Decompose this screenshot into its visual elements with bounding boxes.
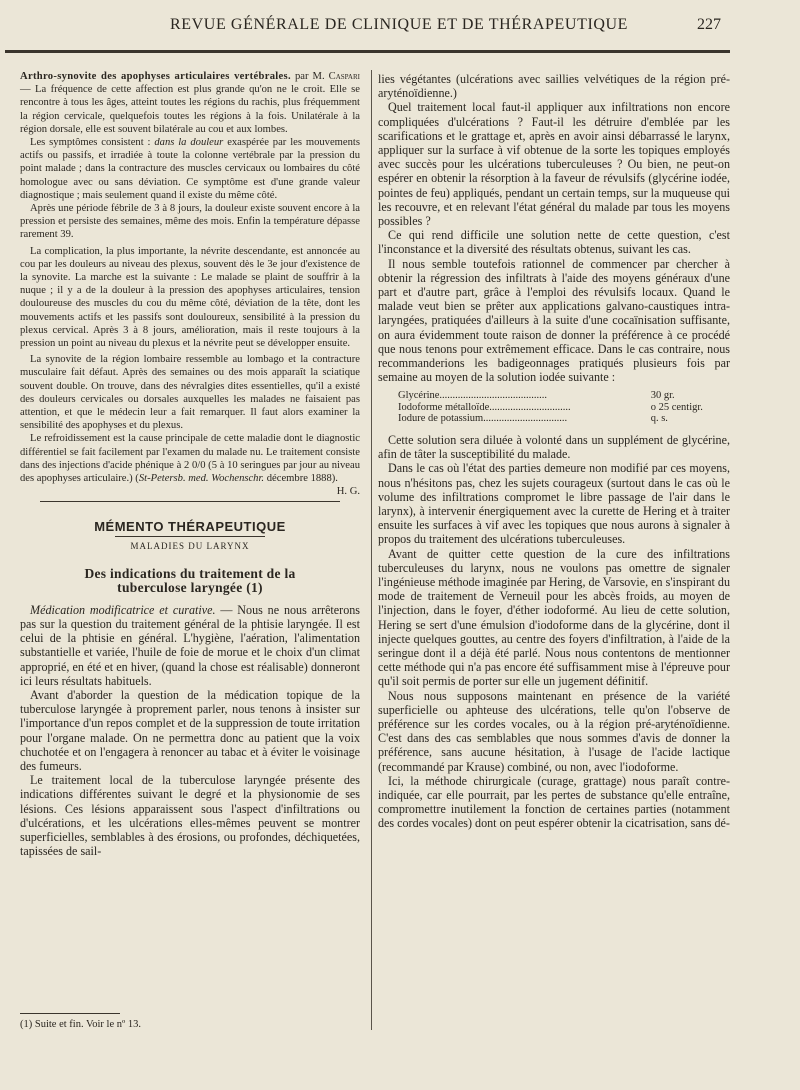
prescription-quantity: o 25 centigr. — [650, 401, 703, 413]
right-paragraph-5: Dans le cas où l'état des parties demeure non modifié par ces moyens, nous n'hésitons pas, chez les sujets courageux (surtout dans le cas où le volume des infiltrations compromet le libre passage de l'air dans le larynx), à intervenir énergiquement avec la curette de Hering et à traiter ensuite les surfaces à vif avec les topiques que nous aurons à signaler à propos du traitement des ulcérations tuberculeuses. — [378, 461, 730, 547]
right-paragraph-3: Il nous semble toutefois rationnel de commencer par chercher à obtenir la régression des infiltrats à l'aide des moyens généraux d'une part et d'autre part, grâce à l'emploi des révulsifs locaux. Quand le malade veut bien se prêter aux applications galvano-caustiques intra-laryngées, pratiquées d'ailleurs à la suite d'une cocaïnisation suffisante, on aura évidemment toute raison de donner la préférence à ce procédé que nous tenons pour extrêmement efficace. Dans le cas contraire, nous recommanderions les badigeonnages pratiqués plusieurs fois par semaine au moyen de la solution iodée suivante : — [378, 256, 730, 385]
left-body — [20, 603, 360, 859]
body-paragraph-2: Avant d'aborder la question de la médication topique de la tuberculose laryngée à proprement parler, nous tenons à insister sur l'importance d'un repos complet et de la suppression de toute irritation pour l'organe malade. On ne permettra donc au patient que la voix chuchotée et on l'engagera à renoncer au tabac et à éviter le voisinage des fumeurs. — [20, 687, 360, 773]
prescription-row — [398, 402, 730, 414]
footnote-rule — [20, 1013, 120, 1014]
memento-subtitle: MALADIES DU LARYNX — [130, 540, 250, 551]
right-paragraph-1: Quel traitement local faut-il appliquer aux infiltrations non encore compliquées d'ulcérations ? Faut-il les détruire d'emblée par les scarifications et le grattage et, après en avoir ainsi débarrassé le larynx, appliquer sur la surface à vif obtenue de la sorte les topiques employés avec succès pour les ulcérations tuberculeuses ? Ou bien, ne peut-on espérer en obtenir la résorption à la faveur de révulsifs (glycérine iodée, pointes de feu) appliqués, pendant un certain temps, sur la muqueuse qui les recouvre, et en relevant l'état général du malade par tous les moyens possibles ? — [378, 100, 730, 229]
prescription — [398, 390, 730, 425]
body-paragraph-1 — [20, 603, 360, 688]
section-title-line1: Des indications du traitement de la — [84, 565, 296, 581]
footnote: (1) Suite et fin. Voir le nº 13. — [20, 1019, 141, 1030]
arthro-author: Caspari — [328, 71, 360, 82]
left-column — [20, 70, 360, 858]
arthro-paragraph-3: La complication, la plus importante, la névrite descendante, est annoncée au cou par les douleurs au niveau des plexus, souvent dès le 3e jour d'existence de la synovite. La marche est la suivante : Le malade se plaint de souffrir à la nuque ; il y a de la douleur à la pression des apophyses articulaires, tension douloureuse des muscles du cou du même côté, déviation de la tête, dont les mouvements actifs et les passifs sont douloureux, sensibilité à la pression du plexus cervical. Après 3 à 8 jours, amélioration, mais il reste toujours à la pression un point au niveau du plexus et la névrite peut se développer ensuite. — [20, 245, 360, 350]
arthro-author-prefix: par M. — [294, 71, 325, 82]
page-header — [0, 16, 800, 40]
running-title: REVUE GÉNÉRALE DE CLINIQUE ET DE THÉRAPEUTIQUE — [170, 16, 629, 33]
arthro-symptoms-it: dans la douleur — [154, 137, 224, 149]
arthro-intro: — La fréquence de cette affection est plus grande qu'on ne le croit. Elle se rencontre à tous les âges, atteint toutes les régions du rachis, plus fréquemment la région cervicale, quelquefois toutes les régions à la fois. Unilatérale à la région dorsale, elle est souvent bilatérale au cou et aux lombes. — [20, 84, 360, 135]
header-rule — [5, 50, 730, 53]
arthro-p5-source: St-Petersb. med. Wochenschr. — [138, 473, 265, 485]
right-paragraph-0: lies végétantes (ulcérations avec saillies velvétiques de la région pré-aryténoïdienne.) — [378, 72, 730, 101]
right-paragraph-6: Avant de quitter cette question de la cure des infiltrations tuberculeuses du larynx, nous ne voulons pas omettre de signaler l'ingénieuse méthode imaginée par Hering, de Varsovie, en s'inspirant du mode de traitement de Verneuil pour les abcès froids, au moyen de l'injection, dans le foyer, d'éther iodoformé. Au lieu de cette solution, Hering se sert d'une émulsion d'iodoforme dans de la glycérine, dont il injecte quelques gouttes, au centre des foyers d'infiltration, à l'aide de la seringue dont il a déjà été parlé. Nous nous contentons de mentionner cette méthode qui n'a pas encore été suffisamment mise à l'épreuve pour qu'il soit permis de porter sur elle un jugement définitif. — [378, 546, 730, 689]
prescription-row — [398, 390, 730, 402]
right-paragraph-7: Nous nous supposons maintenant en présence de la variété superficielle ou aphteuse des ulcérations, telle qu'on l'observe de préférence sur les cordes vocales, ou à la région pré-aryténoïdienne. C'est dans des cas semblables que nous sommes d'avis de donner la préférence, sans aucune hésitation, à l'usage de l'acide lactique (recommandé par Krause) combiné, ou non, avec l'iodoforme. — [378, 688, 730, 774]
arthro-symptoms-b: exaspérée par les mouvements actifs ou passifs, et irradiée à toute la colonne vertébrale par la pression du point malade ; dans la contracture des muscles cervicaux ou lombaires du côté homologue avec ou sans déviation. Ce symptôme est d'une grande valeur diagnostique ; mais seulement quand il existe du même côté. — [20, 137, 360, 201]
prescription-ingredient: Iodure de potassium................................ — [398, 413, 568, 425]
arthro-signature: H. G. — [336, 486, 360, 498]
section-title-line2: tuberculose laryngée (1) — [117, 579, 263, 595]
prescription-quantity: q. s. — [650, 413, 668, 425]
memento-rule — [115, 536, 265, 537]
page-number: 227 — [697, 16, 721, 33]
right-paragraph-4: Cette solution sera diluée à volonté dans un supplément de glycérine, afin de tâter la susceptibilité du malade. — [378, 432, 730, 462]
body-paragraph-3: Le traitement local de la tuberculose laryngée présente des indications différentes suivant le degré et la physionomie de ses lésions. Ces lésions apparaissent sous l'aspect d'infiltrations ou d'ulcérations, et les ulcérations elles-mêmes peuvent se montrer superficielles, semblables à des érosions, ou profondes, déchiquetées, tapissées de sail- — [20, 773, 360, 859]
prescription-ingredient: Iodoforme métalloïde............................... — [398, 401, 571, 413]
prescription-row — [398, 413, 730, 425]
prescription-quantity: 30 gr. — [650, 390, 675, 402]
memento-title: MÉMENTO THÉRAPEUTIQUE — [94, 519, 286, 535]
section-title — [20, 567, 360, 595]
arthro-paragraph-5 — [20, 432, 360, 498]
arthro-title: Arthro-synovite des apophyses articulaires vertébrales. — [20, 71, 291, 82]
right-paragraph-8: Ici, la méthode chirurgicale (curage, grattage) nous paraît contre-indiquée, car elle pourrait, par les pertes de substance qu'elle entraîne, compromettre inutilement la fonction de certaines parties (notamment des cordes vocales) dont on peut espérer obtenir la cicatrisation, sans dé- — [378, 773, 730, 831]
body-p1-text: — Nous ne nous arrêterons pas sur la question du traitement général de la phtisie laryngée. Il est celui de la phtisie en général. L'hygiène, l'aération, l'alimentation substantielle et variée, l'huile de foie de morue et le choix d'un climat approprié, en été et en hiver, (quand la chose est réalisable) donneront ici leurs résultats habituels. — [20, 602, 360, 688]
right-paragraph-2: Ce qui rend difficile une solution nette de cette question, c'est l'inconstance et la diversité des résultats obtenus, suivant les cas. — [378, 228, 730, 257]
section-separator — [40, 501, 340, 502]
arthro-symptoms-paragraph — [20, 136, 360, 202]
column-divider — [371, 70, 372, 1030]
arthro-paragraph-2: Après une période fébrile de 3 à 8 jours, la douleur existe souvent encore à la pression et persiste des semaines, même des mois. Enfin la température dépasse rarement 39. — [20, 203, 360, 241]
prescription-ingredient: Glycérine......................................... — [398, 390, 548, 402]
arthro-intro-paragraph — [20, 70, 360, 136]
arthro-paragraph-4: La synovite de la région lombaire ressemble au lombago et la contracture musculaire fait défaut. Après des semaines ou des mois apparaît la sciatique souvent double. On trouve, dans des névralgies dites essentielles, qu'il a existé des douleurs cervicales ou dorsales auxquelles les malades ne faisaient pas attention, et que le médecin leur a fait remarquer. Il faut alors examiner la sensibilité des apophyses et du plexus. — [20, 354, 360, 432]
right-column — [378, 72, 730, 831]
arthro-symptoms-a: Les symptômes consistent : — [30, 137, 151, 149]
body-p1-lead: Médication modificatrice et curative. — [30, 602, 216, 617]
arthro-p5-b: décembre 1888). — [266, 473, 338, 485]
arthro-p5-a: Le refroidissement est la cause principale de cette maladie dont le diagnostic différentiel se fait facilement par l'examen du malade nu. Le traitement consiste dans des injections d'acide phénique à 2 0/0 (5 à 10 seringues par jour au niveau des apophyses articulaire.) ( — [20, 433, 360, 485]
